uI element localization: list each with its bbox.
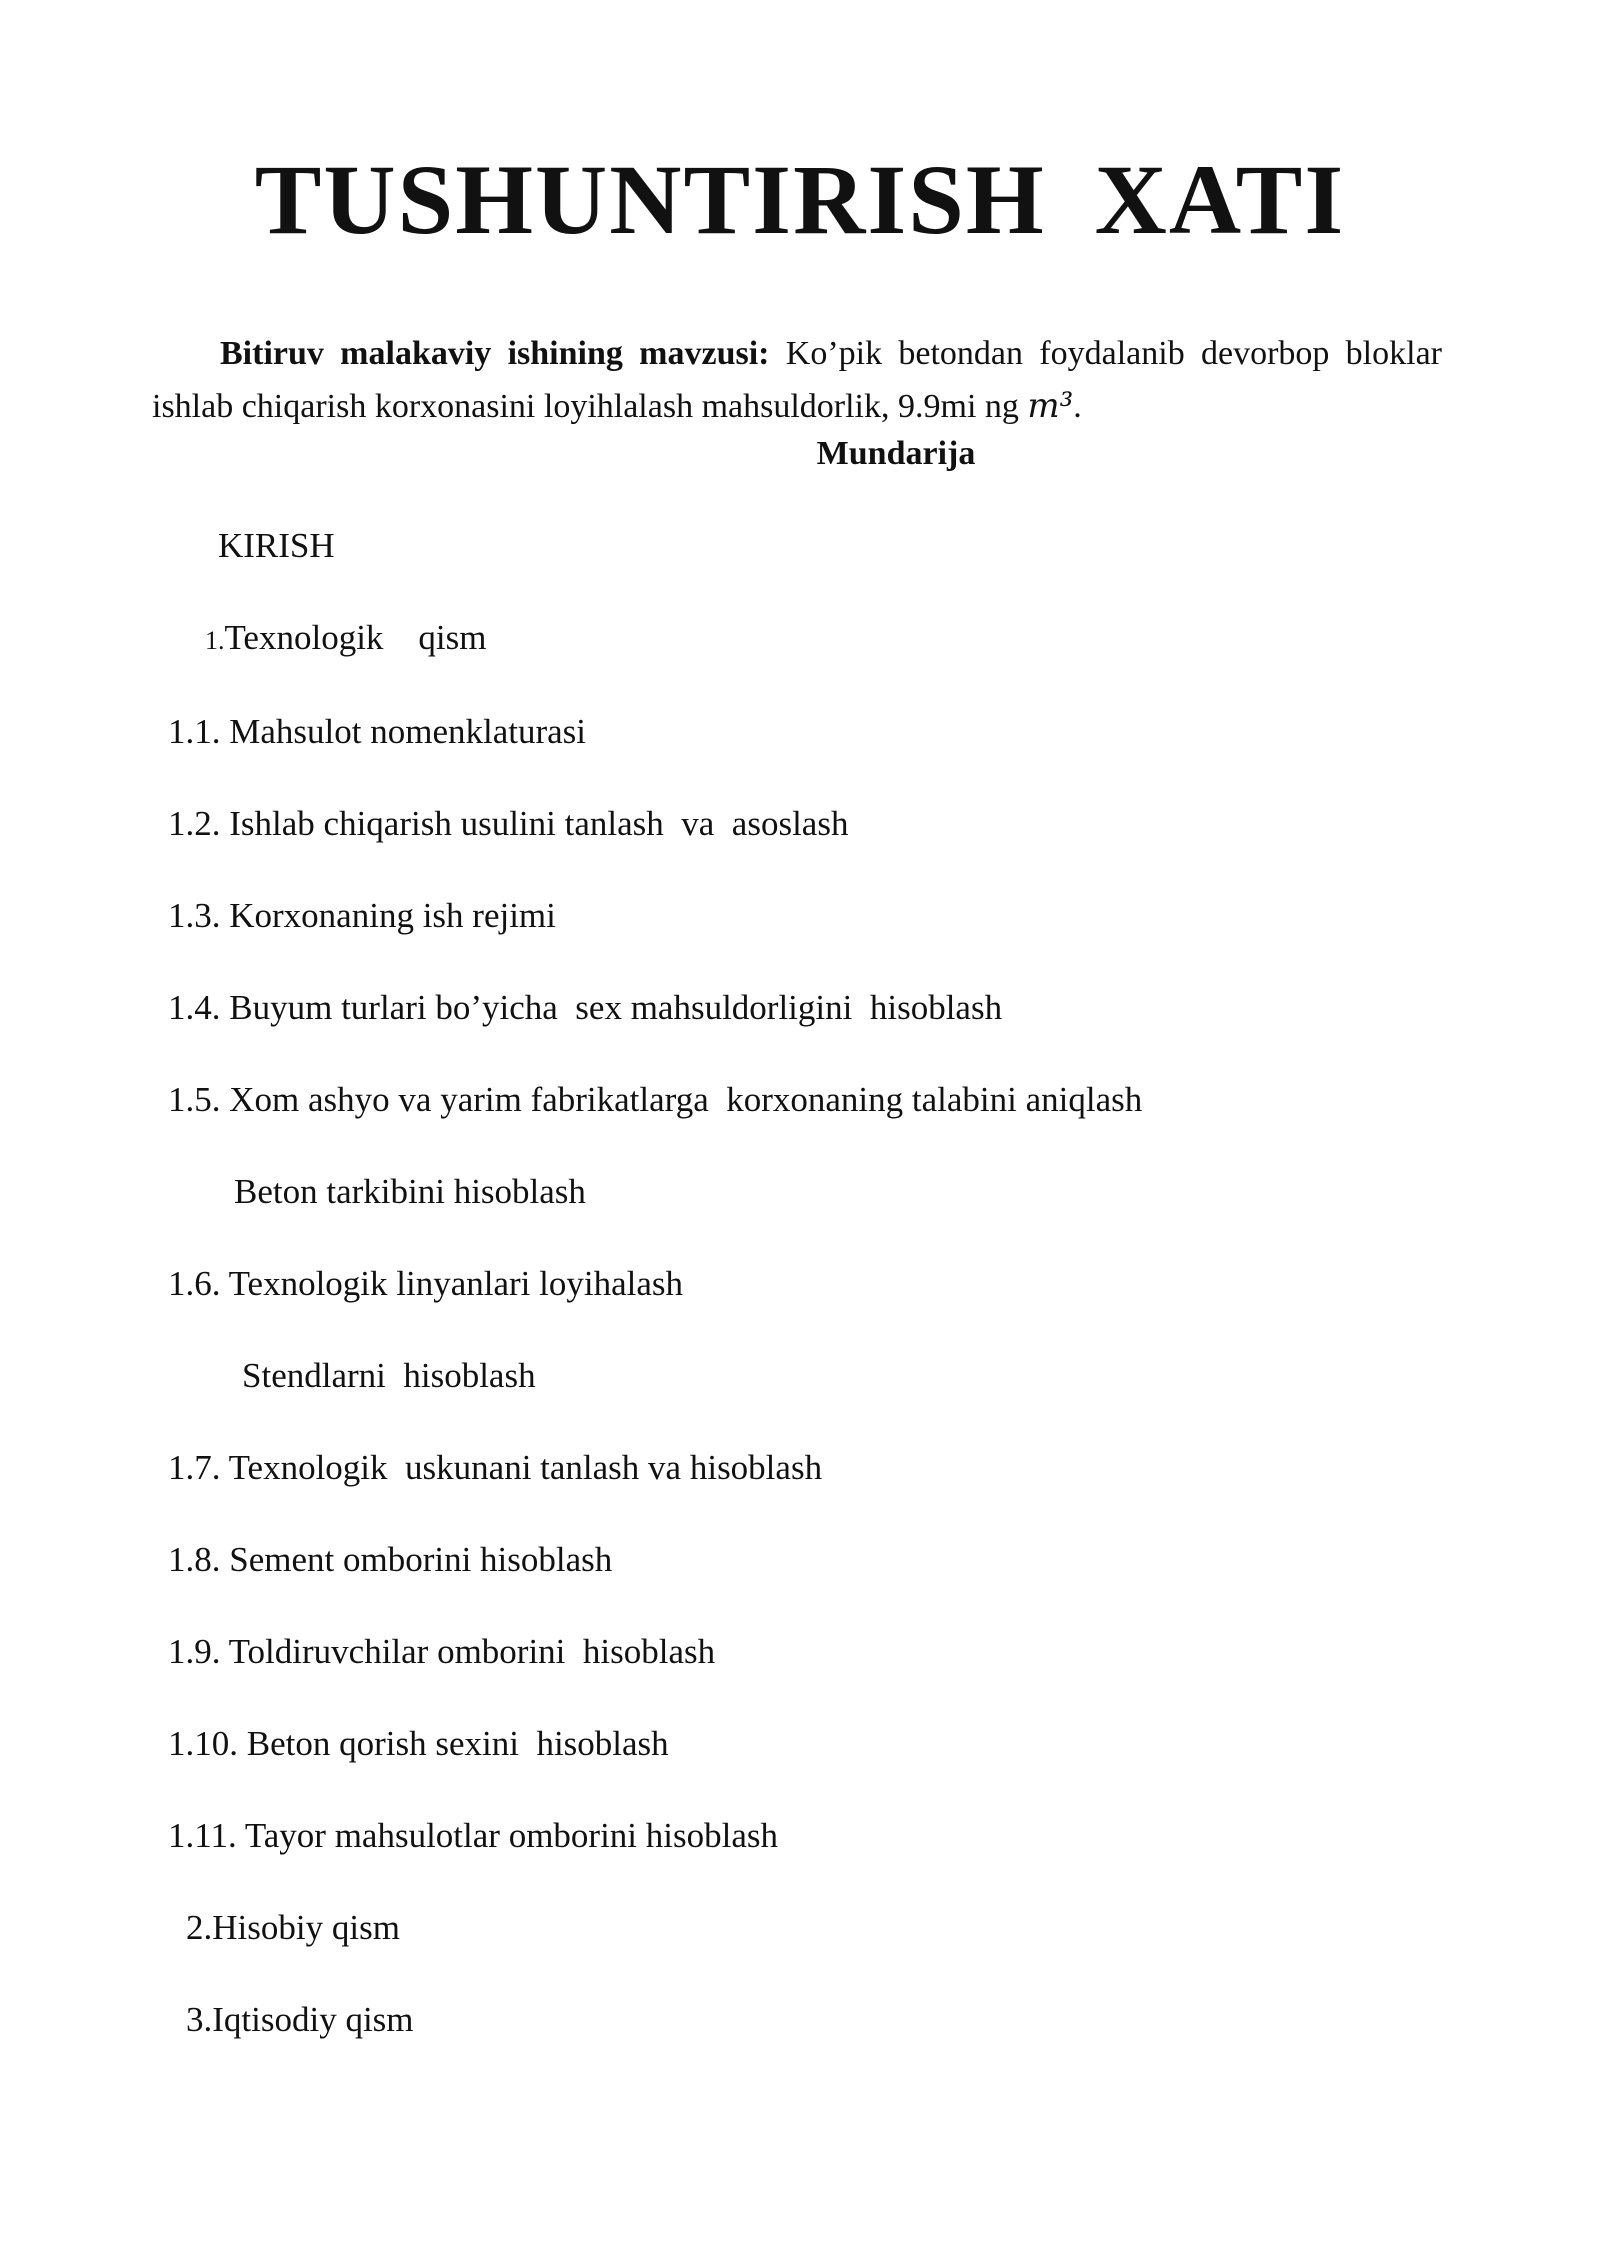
subject-unit: m³ bbox=[1027, 386, 1074, 426]
toc-item-label: Mahsulot nomenklaturasi bbox=[220, 712, 587, 751]
toc-item-label: Texnologik uskunani tanlash va hisoblash bbox=[220, 1448, 823, 1487]
document-title: TUSHUNTIRISH XATI bbox=[254, 144, 1346, 255]
toc-item-label: Korxonaning ish rejimi bbox=[220, 896, 556, 935]
toc-item-number: 1.6. bbox=[168, 1264, 221, 1303]
toc-item-1-8 bbox=[168, 1538, 612, 1582]
toc-item-economic-part bbox=[186, 1998, 414, 2042]
toc-item-1-11 bbox=[168, 1814, 778, 1858]
toc-item-number: 1.10. bbox=[168, 1724, 238, 1763]
toc-item-label: Beton tarkibini hisoblash bbox=[234, 1172, 586, 1211]
toc-item-concrete-composition bbox=[234, 1170, 586, 1214]
toc-item-number: 1.2. bbox=[168, 804, 221, 843]
toc-item-label: Iqtisodiy qism bbox=[212, 2000, 414, 2039]
thesis-subject-paragraph bbox=[152, 328, 1442, 433]
toc-item-number: 1. bbox=[205, 626, 225, 655]
toc-item-calculation-part bbox=[186, 1906, 400, 1950]
toc-item-number: 1.8. bbox=[168, 1540, 221, 1579]
toc-item-number: 1.3. bbox=[168, 896, 221, 935]
toc-item-stands bbox=[242, 1354, 536, 1398]
toc-item-label: Hisobiy qism bbox=[212, 1908, 400, 1947]
subject-text: Ko’pik betondan foydalanib devorbop bloklar ishlab chiqarish korxonasini loyihlalash mahsuldorlik, 9.9mi ng bbox=[152, 335, 1442, 425]
toc-item-number: 1.1. bbox=[168, 712, 221, 751]
toc-item-number: 1.11. bbox=[168, 1816, 237, 1855]
toc-item-1-6 bbox=[168, 1262, 683, 1306]
toc-item-technological-part bbox=[205, 616, 487, 663]
toc-item-1-4 bbox=[168, 986, 1002, 1030]
toc-item-label: Sement omborini hisoblash bbox=[220, 1540, 613, 1579]
subject-end: . bbox=[1073, 388, 1082, 425]
toc-item-number: 1.7. bbox=[168, 1448, 221, 1487]
toc-item-label: KIRISH bbox=[218, 526, 335, 565]
toc-item-label: Ishlab chiqarish usulini tanlash va asoslash bbox=[220, 804, 849, 843]
toc-item-1-9 bbox=[168, 1630, 715, 1674]
toc-item-label: Toldiruvchilar omborini hisoblash bbox=[220, 1632, 716, 1671]
toc-item-label: Beton qorish sexini hisoblash bbox=[238, 1724, 669, 1763]
toc-item-number: 2. bbox=[186, 1908, 213, 1947]
toc-item-1-5 bbox=[168, 1078, 1142, 1122]
toc-item-1-2 bbox=[168, 802, 848, 846]
toc-item-number: 1.9. bbox=[168, 1632, 221, 1671]
subject-label: Bitiruv malakaviy ishining mavzusi: bbox=[220, 335, 770, 372]
toc-item-label: Tayor mahsulotlar omborini hisoblash bbox=[236, 1816, 778, 1855]
toc-item-label: Texnologik qism bbox=[224, 618, 487, 657]
toc-item-kirish bbox=[218, 524, 335, 568]
toc-item-label: Xom ashyo va yarim fabrikatlarga korxonaning talabini aniqlash bbox=[220, 1080, 1143, 1119]
toc-item-label: Buyum turlari bo’yicha sex mahsuldorligini hisoblash bbox=[220, 988, 1003, 1027]
toc-item-label: Stendlarni hisoblash bbox=[242, 1356, 536, 1395]
toc-item-number: 1.4. bbox=[168, 988, 221, 1027]
toc-item-1-3 bbox=[168, 894, 556, 938]
toc-item-number: 1.5. bbox=[168, 1080, 221, 1119]
toc-item-label: Texnologik linyanlari loyihalash bbox=[220, 1264, 684, 1303]
toc-item-1-7 bbox=[168, 1446, 822, 1490]
toc-item-1-1 bbox=[168, 710, 586, 754]
toc-item-1-10 bbox=[168, 1722, 669, 1766]
toc-heading: Mundarija bbox=[816, 435, 976, 472]
toc-item-number: 3. bbox=[186, 2000, 213, 2039]
